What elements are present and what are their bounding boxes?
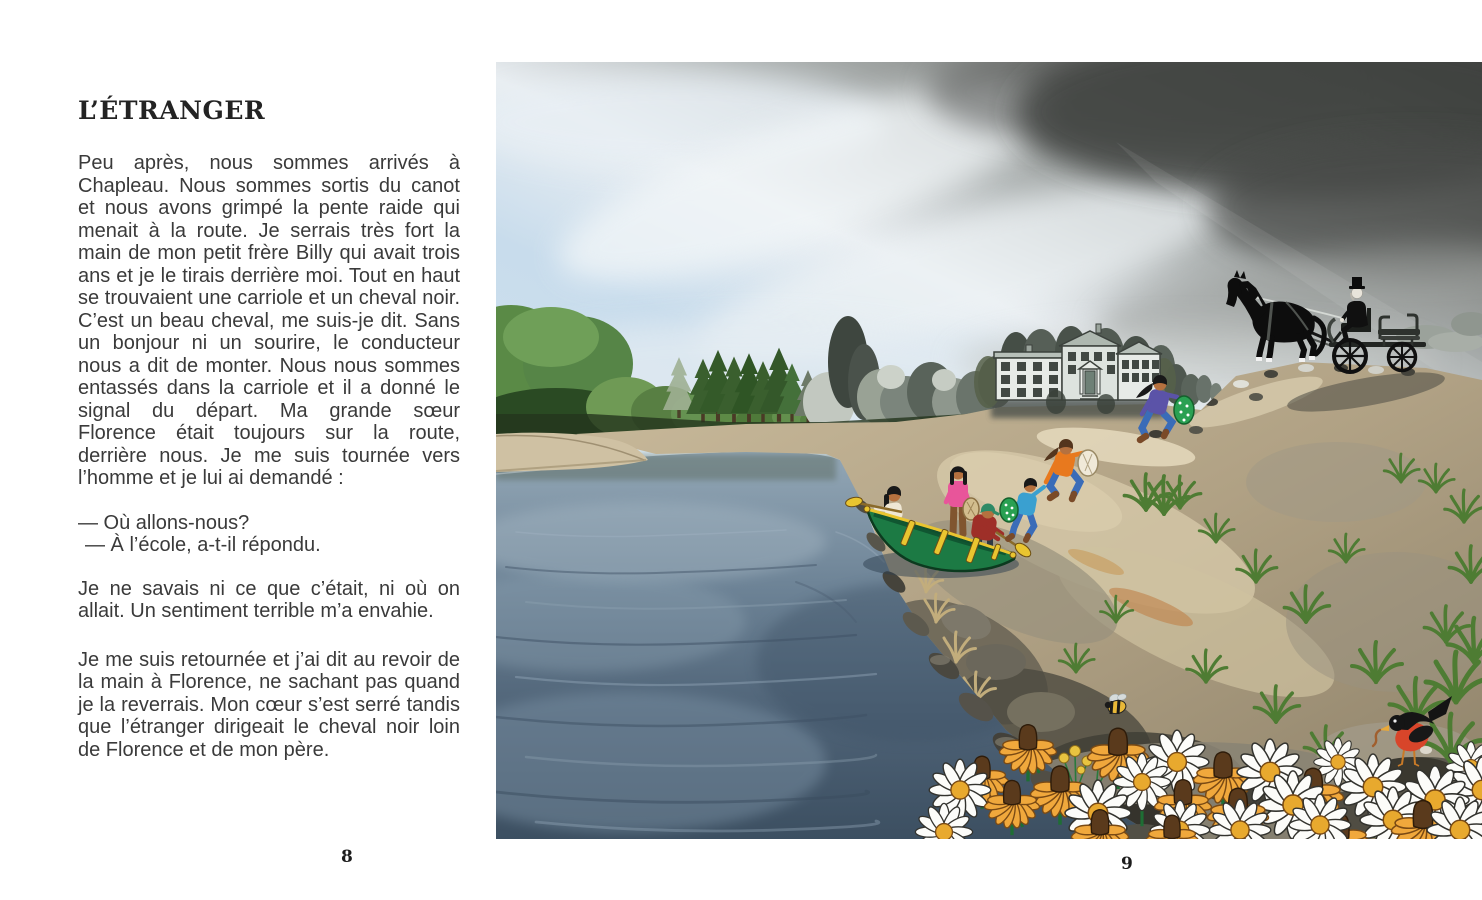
page-number-left: 8 <box>341 847 353 867</box>
page-left <box>78 96 460 761</box>
page-number-right: 9 <box>1121 854 1133 874</box>
paragraph: Je ne savais ni ce que c’était, ni où on allait. Un sentiment terrible m’a envahie. <box>78 577 460 622</box>
paragraph: Peu après, nous sommes arrivés à Chapleau. Nous sommes sortis du canot et nous avons grimpé la pente raide qui menait à la route. Je serrais très fort la main de mon petit frère Billy qui avait trois ans et je le tirais derrière moi. Tout en haut se trouvaient une carriole et un cheval noir. C’est un beau cheval, me suis-je dit. Sans un bonjour ni un sourire, le conducteur nous a dit de monter. Nous nous sommes entassés dans la carriole et il a donné le signal du départ. Ma grande sœur Florence était toujours sur la route, derrière nous. Je me suis tournée vers l’homme et je lui ai demandé : <box>78 152 460 489</box>
dialogue-line: — Où allons-nous? <box>78 511 250 534</box>
illustration-river-scene <box>496 62 1482 839</box>
story-text <box>78 152 460 761</box>
chapter-title: L’ÉTRANGER <box>78 96 266 125</box>
front-wheel <box>1334 340 1366 372</box>
rear-wheel <box>1389 344 1416 371</box>
dialogue-line: — À l’école, a-t-il répondu. <box>85 534 321 556</box>
paragraph: Je me suis retournée et j’ai dit au revoir de la main à Florence, ne sachant pas quand je la reverrais. Mon cœur s’est serré tandis que l’étranger dirigeait le cheval noir loin de Florence et de mon père. <box>78 648 460 761</box>
